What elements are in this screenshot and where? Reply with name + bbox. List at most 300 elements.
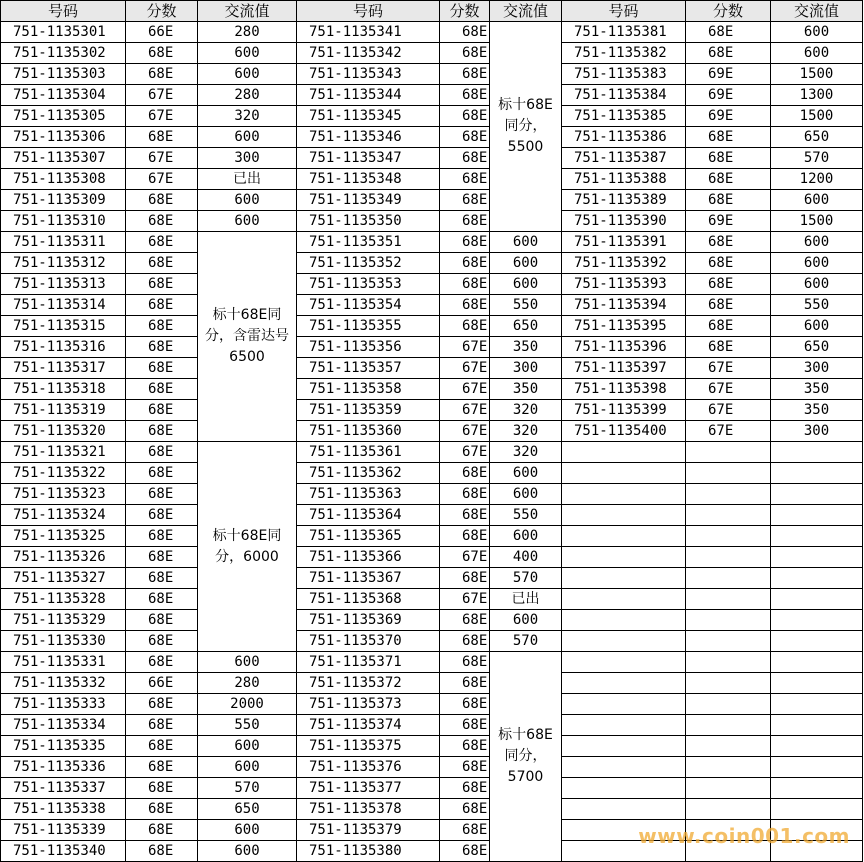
header-score-2: 分数 [440,1,490,22]
empty-cell [771,484,863,505]
grade-cell: 68E [126,757,198,778]
value-cell: 1500 [771,211,863,232]
value-cell: 600 [771,274,863,295]
grade-cell: 67E [440,589,490,610]
table-row [1,379,863,400]
table-row [1,43,863,64]
value-cell: 650 [198,799,297,820]
grade-cell: 68E [126,253,198,274]
grade-cell: 68E [686,337,771,358]
grade-cell: 68E [126,841,198,862]
serial-number-cell: 751-1135383 [562,64,686,85]
table-row [1,295,863,316]
grade-cell: 68E [126,526,198,547]
serial-number-cell: 751-1135316 [1,337,126,358]
serial-number-cell: 751-1135368 [297,589,440,610]
empty-cell [771,757,863,778]
grade-cell: 68E [126,715,198,736]
grade-cell: 66E [126,22,198,43]
empty-cell [562,610,686,631]
table-row [1,85,863,106]
serial-number-cell: 751-1135315 [1,316,126,337]
empty-cell [562,715,686,736]
serial-number-cell: 751-1135392 [562,253,686,274]
table-row [1,421,863,442]
value-cell: 550 [198,715,297,736]
serial-number-cell: 751-1135305 [1,106,126,127]
empty-cell [562,778,686,799]
grade-cell: 68E [126,694,198,715]
table-body [1,22,863,862]
value-cell: 600 [198,43,297,64]
serial-number-cell: 751-1135313 [1,274,126,295]
grade-cell: 68E [440,736,490,757]
grade-cell: 68E [440,715,490,736]
value-cell: 600 [198,736,297,757]
group-note-cell: 标十68E同分，5700 [490,652,562,862]
serial-number-cell: 751-1135397 [562,358,686,379]
grade-cell: 68E [126,337,198,358]
serial-number-cell: 751-1135389 [562,190,686,211]
grade-cell: 68E [126,820,198,841]
grade-cell: 68E [126,589,198,610]
table-row [1,127,863,148]
empty-cell [686,715,771,736]
serial-number-cell: 751-1135344 [297,85,440,106]
grade-cell: 68E [440,820,490,841]
serial-number-cell: 751-1135393 [562,274,686,295]
header-score-3: 分数 [686,1,771,22]
grade-cell: 68E [440,841,490,862]
value-cell: 600 [198,820,297,841]
serial-number-cell: 751-1135358 [297,379,440,400]
value-cell: 300 [490,358,562,379]
grade-cell: 67E [686,379,771,400]
serial-number-cell: 751-1135304 [1,85,126,106]
empty-cell [562,505,686,526]
grade-cell: 68E [126,43,198,64]
serial-number-cell: 751-1135333 [1,694,126,715]
table-row [1,337,863,358]
serial-number-cell: 751-1135329 [1,610,126,631]
value-cell: 350 [490,379,562,400]
value-cell: 600 [198,652,297,673]
value-cell: 650 [771,127,863,148]
value-cell: 300 [771,421,863,442]
serial-number-cell: 751-1135356 [297,337,440,358]
grade-cell: 68E [126,442,198,463]
grade-cell: 68E [440,64,490,85]
serial-number-cell: 751-1135350 [297,211,440,232]
table-row [1,505,863,526]
empty-cell [562,694,686,715]
grade-cell: 68E [126,316,198,337]
serial-number-cell: 751-1135396 [562,337,686,358]
empty-cell [771,715,863,736]
serial-number-cell: 751-1135338 [1,799,126,820]
empty-cell [686,652,771,673]
grade-cell: 68E [126,274,198,295]
serial-number-cell: 751-1135310 [1,211,126,232]
table-row [1,610,863,631]
serial-number-cell: 751-1135334 [1,715,126,736]
value-cell: 300 [198,148,297,169]
empty-cell [686,526,771,547]
value-cell: 320 [490,442,562,463]
empty-cell [771,799,863,820]
table-row [1,106,863,127]
table-row [1,148,863,169]
serial-number-cell: 751-1135387 [562,148,686,169]
grade-cell: 68E [440,106,490,127]
grade-cell: 68E [440,43,490,64]
serial-number-cell: 751-1135307 [1,148,126,169]
grade-cell: 68E [126,421,198,442]
grade-cell: 68E [440,169,490,190]
grade-cell: 68E [126,463,198,484]
serial-number-cell: 751-1135324 [1,505,126,526]
serial-number-cell: 751-1135390 [562,211,686,232]
grade-cell: 68E [126,505,198,526]
serial-number-cell: 751-1135342 [297,43,440,64]
grade-cell: 67E [686,400,771,421]
table-row [1,589,863,610]
grade-cell: 67E [126,85,198,106]
table-row [1,253,863,274]
serial-number-cell: 751-1135373 [297,694,440,715]
empty-cell [771,547,863,568]
grade-cell: 68E [440,694,490,715]
value-cell: 300 [771,358,863,379]
grade-cell: 67E [440,379,490,400]
serial-number-cell: 751-1135386 [562,127,686,148]
grade-cell: 67E [440,547,490,568]
grade-cell: 68E [440,211,490,232]
grade-cell: 68E [126,484,198,505]
value-cell: 550 [771,295,863,316]
serial-number-cell: 751-1135322 [1,463,126,484]
serial-number-cell: 751-1135321 [1,442,126,463]
table-row [1,757,863,778]
empty-cell [562,673,686,694]
value-cell: 570 [771,148,863,169]
value-cell: 280 [198,673,297,694]
table-row [1,64,863,85]
serial-number-cell: 751-1135366 [297,547,440,568]
value-cell: 1300 [771,85,863,106]
grade-cell: 68E [440,484,490,505]
value-cell: 600 [198,190,297,211]
serial-number-cell: 751-1135346 [297,127,440,148]
table-row [1,400,863,421]
value-cell: 600 [771,22,863,43]
grade-cell: 68E [126,799,198,820]
empty-cell [771,589,863,610]
empty-cell [562,442,686,463]
grade-cell: 68E [440,274,490,295]
header-value-2: 交流值 [490,1,562,22]
empty-cell [686,736,771,757]
empty-cell [771,778,863,799]
grade-cell: 68E [686,253,771,274]
table-row [1,463,863,484]
grade-cell: 68E [686,295,771,316]
serial-number-cell: 751-1135332 [1,673,126,694]
grade-cell: 68E [686,127,771,148]
grade-cell: 67E [686,358,771,379]
value-cell: 350 [771,400,863,421]
serial-number-cell: 751-1135354 [297,295,440,316]
grade-cell: 68E [440,505,490,526]
serial-number-cell: 751-1135365 [297,526,440,547]
grade-cell: 68E [126,547,198,568]
serial-number-cell: 751-1135400 [562,421,686,442]
serial-number-cell: 751-1135319 [1,400,126,421]
serial-number-cell: 751-1135370 [297,631,440,652]
serial-number-cell: 751-1135336 [1,757,126,778]
table-row [1,232,863,253]
serial-number-cell: 751-1135357 [297,358,440,379]
table-row [1,211,863,232]
empty-cell [771,526,863,547]
value-cell: 已出 [490,589,562,610]
grade-cell: 67E [126,169,198,190]
serial-number-cell: 751-1135345 [297,106,440,127]
grade-cell: 68E [440,652,490,673]
value-cell: 2000 [198,694,297,715]
serial-number-cell: 751-1135385 [562,106,686,127]
header-number-1: 号码 [1,1,126,22]
grade-cell: 68E [126,652,198,673]
empty-cell [686,694,771,715]
grade-cell: 68E [440,631,490,652]
serial-number-cell: 751-1135323 [1,484,126,505]
serial-number-cell: 751-1135311 [1,232,126,253]
value-cell: 600 [198,127,297,148]
grade-cell: 68E [126,610,198,631]
grade-cell: 68E [686,232,771,253]
value-cell: 550 [490,505,562,526]
header-row [1,1,863,22]
table-row [1,778,863,799]
empty-cell [771,463,863,484]
empty-cell [686,463,771,484]
value-cell: 600 [490,463,562,484]
table-row [1,442,863,463]
serial-number-cell: 751-1135399 [562,400,686,421]
serial-number-cell: 751-1135388 [562,169,686,190]
serial-number-cell: 751-1135374 [297,715,440,736]
table-row [1,715,863,736]
serial-number-cell: 751-1135378 [297,799,440,820]
serial-number-cell: 751-1135337 [1,778,126,799]
grade-cell: 69E [686,64,771,85]
table-row [1,631,863,652]
serial-number-cell: 751-1135343 [297,64,440,85]
value-cell: 650 [490,316,562,337]
grade-cell: 68E [126,211,198,232]
table-row [1,190,863,211]
grade-cell: 68E [440,148,490,169]
value-cell: 350 [490,337,562,358]
table-row [1,568,863,589]
serial-number-cell: 751-1135377 [297,778,440,799]
value-cell: 320 [490,421,562,442]
empty-cell [686,778,771,799]
serial-number-cell: 751-1135335 [1,736,126,757]
value-cell: 600 [490,484,562,505]
serial-number-cell: 751-1135326 [1,547,126,568]
empty-cell [771,673,863,694]
empty-cell [562,526,686,547]
serial-number-cell: 751-1135363 [297,484,440,505]
value-cell: 1500 [771,106,863,127]
grade-cell: 68E [126,64,198,85]
serial-number-cell: 751-1135375 [297,736,440,757]
serial-number-cell: 751-1135341 [297,22,440,43]
empty-cell [771,652,863,673]
value-cell: 350 [771,379,863,400]
group-note-cell: 标十68E同分，含雷达号6500 [198,232,297,442]
table-row [1,673,863,694]
empty-cell [562,652,686,673]
grade-cell: 68E [440,778,490,799]
grade-cell: 69E [686,211,771,232]
grade-cell: 68E [440,85,490,106]
empty-cell [562,589,686,610]
empty-cell [686,568,771,589]
value-cell: 600 [771,316,863,337]
grade-cell: 68E [126,568,198,589]
value-cell: 320 [198,106,297,127]
serial-number-cell: 751-1135317 [1,358,126,379]
group-note-cell: 标十68E同分，6000 [198,442,297,652]
serial-number-cell: 751-1135355 [297,316,440,337]
empty-cell [686,610,771,631]
serial-number-cell: 751-1135318 [1,379,126,400]
serial-number-cell: 751-1135327 [1,568,126,589]
grade-cell: 69E [686,106,771,127]
header-value-3: 交流值 [771,1,863,22]
serial-number-cell: 751-1135398 [562,379,686,400]
serial-number-cell: 751-1135371 [297,652,440,673]
group-note-cell: 标十68E同分，5500 [490,22,562,232]
serial-number-cell: 751-1135325 [1,526,126,547]
value-cell: 已出 [198,169,297,190]
grade-cell: 69E [686,85,771,106]
serial-number-cell: 751-1135361 [297,442,440,463]
value-cell: 600 [490,274,562,295]
grade-cell: 68E [126,379,198,400]
grade-cell: 66E [126,673,198,694]
empty-cell [771,442,863,463]
value-cell: 1500 [771,64,863,85]
table-row [1,22,863,43]
grade-cell: 68E [686,22,771,43]
serial-number-cell: 751-1135352 [297,253,440,274]
empty-cell [686,757,771,778]
serial-number-cell: 751-1135301 [1,22,126,43]
table-row [1,736,863,757]
serial-number-cell: 751-1135395 [562,316,686,337]
value-cell: 280 [198,22,297,43]
serial-number-cell: 751-1135306 [1,127,126,148]
grade-cell: 68E [126,400,198,421]
header-number-2: 号码 [297,1,440,22]
value-cell: 280 [198,85,297,106]
empty-cell [771,505,863,526]
table-row [1,274,863,295]
serial-number-cell: 751-1135376 [297,757,440,778]
grade-cell: 68E [440,463,490,484]
empty-cell [686,631,771,652]
table-row [1,652,863,673]
empty-cell [771,736,863,757]
header-number-3: 号码 [562,1,686,22]
serial-number-cell: 751-1135320 [1,421,126,442]
value-cell: 600 [771,190,863,211]
grade-cell: 68E [440,799,490,820]
value-cell: 550 [490,295,562,316]
grade-cell: 68E [440,568,490,589]
empty-cell [562,799,686,820]
empty-cell [771,568,863,589]
serial-number-cell: 751-1135308 [1,169,126,190]
grade-cell: 67E [440,358,490,379]
grade-cell: 67E [440,442,490,463]
empty-cell [686,442,771,463]
value-cell: 570 [490,631,562,652]
grade-cell: 68E [686,148,771,169]
grade-cell: 67E [440,421,490,442]
value-cell: 600 [771,232,863,253]
grade-cell: 67E [126,106,198,127]
serial-number-cell: 751-1135360 [297,421,440,442]
empty-cell [686,673,771,694]
serial-number-cell: 751-1135369 [297,610,440,631]
grade-cell: 68E [126,631,198,652]
serial-number-cell: 751-1135364 [297,505,440,526]
header-score-1: 分数 [126,1,198,22]
serial-number-cell: 751-1135381 [562,22,686,43]
grade-cell: 68E [440,757,490,778]
serial-number-cell: 751-1135328 [1,589,126,610]
value-cell: 600 [198,211,297,232]
empty-cell [686,505,771,526]
value-cell: 600 [490,232,562,253]
value-cell: 600 [490,610,562,631]
value-cell: 600 [198,64,297,85]
grade-cell: 68E [440,127,490,148]
value-cell: 600 [771,253,863,274]
table-row [1,358,863,379]
grade-cell: 68E [126,736,198,757]
value-cell: 600 [490,526,562,547]
serial-number-cell: 751-1135382 [562,43,686,64]
grade-cell: 68E [440,610,490,631]
empty-cell [562,736,686,757]
value-cell: 600 [198,841,297,862]
serial-number-cell: 751-1135314 [1,295,126,316]
empty-cell [562,547,686,568]
table-row [1,547,863,568]
value-cell: 320 [490,400,562,421]
serial-number-cell: 751-1135384 [562,85,686,106]
value-cell: 400 [490,547,562,568]
grade-cell: 68E [686,316,771,337]
serial-number-cell: 751-1135330 [1,631,126,652]
serial-number-cell: 751-1135391 [562,232,686,253]
